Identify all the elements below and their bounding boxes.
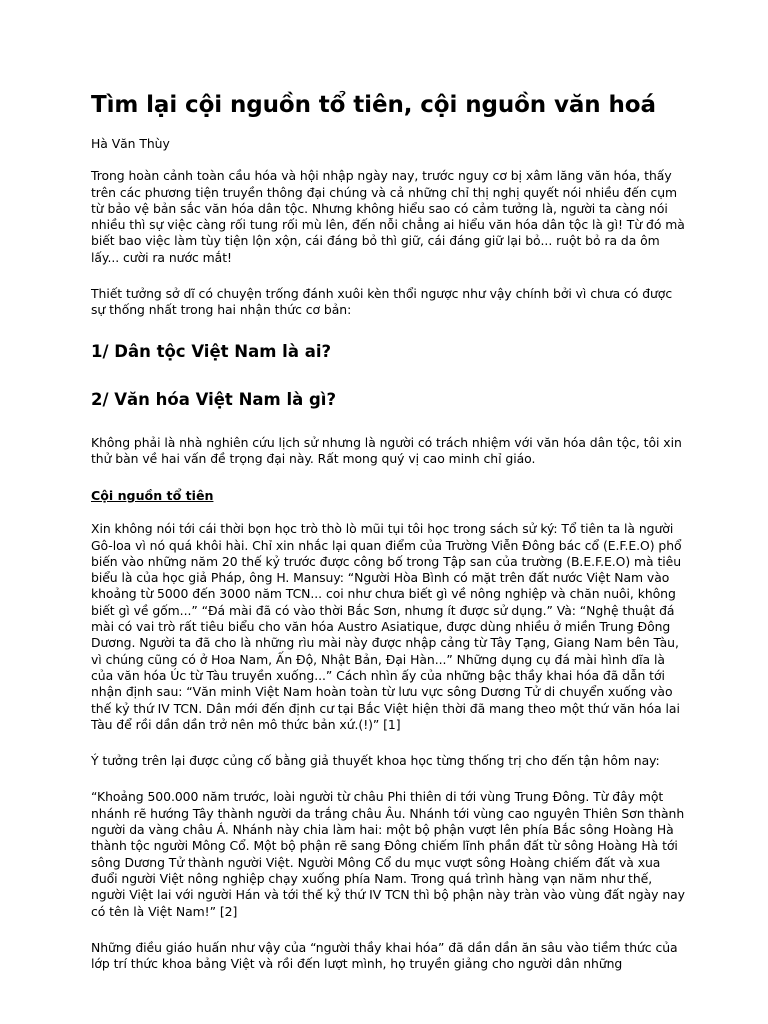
paragraph: Thiết tưởng sở dĩ có chuyện trống đánh xuôi kèn thổi ngược như vậy chính bởi vì chưa có được sự thống nhất trong hai nhận thức cơ bản: [91,286,673,318]
question-heading-1: 1/ Dân tộc Việt Nam là ai? [91,341,332,361]
paragraph: Ý tưởng trên lại được củng cố bằng giả thuyết khoa học từng thống trị cho đến tận hôm nay: [91,753,660,769]
document-page [91,88,687,992]
question-heading-2: 2/ Văn hóa Việt Nam là gì? [91,389,337,409]
paragraph: Không phải là nhà nghiên cứu lịch sử nhưng là người có trách nhiệm với văn hóa dân tộc, tôi xin thử bàn về hai vấn đề trọng đại này. Rất mong quý vị cao minh chỉ giáo. [91,434,682,466]
section-heading: Cội nguồn tổ tiên [91,488,214,504]
paragraph: Những điều giáo huấn như vậy của “người thầy khai hóa” đã dần dần ăn sâu vào tiềm thức của lớp trí thức khoa bảng Việt và rồi đến lượt mình, họ truyền giảng cho người dân những [91,939,678,972]
paragraph: “Khoảng 500.000 năm trước, loài người từ châu Phi thiên di tới vùng Trung Đông. Từ đây một nhánh rẽ hướng Tây thành người da trắng châu Âu. Nhánh tới vùng cao nguyên Thiên Sơn thành người da vàng châu Á. Nhánh này chia làm hai: một bộ phận vượt lên phía Bắc sông Hoàng Hà thành tộc người Mông Cổ. Một bộ phận rẽ sang Đông chiếm lĩnh phần đất từ sông Hoàng Hà tới sông Dương Tử thành người Việt. Người Mông Cổ du mục vượt sông Hoàng chiếm đất và xua đuổi người Việt nông nghiệp chạy xuống phía Nam. Trong quá trình hàng vạn năm như thế, người Việt lai với người Hán và tới thế kỷ thứ IV TCN thì bộ phận này tràn vào vùng đất ngày nay có tên là Việt Nam!” [2] [91,789,685,919]
document-title: Tìm lại cội nguồn tổ tiên, cội nguồn văn hoá [91,92,656,118]
paragraph: Xin không nói tới cái thời bọn học trò thò lò mũi tụi tôi học trong sách sử ký: Tổ tiên ta là người Gô-loa vì nó quá khôi hài. Chỉ xin nhắc lại quan điểm của Trường Viễn Đông bác cổ (E.F.E.O) phổ biến vào những năm 20 thế kỷ trước được công bố trong Tập san của trường (B.E.F.E.O) mà tiêu biểu là của học giả Pháp, ông H. Mansuy: “Người Hòa Bình có mặt trên đất nước Việt Nam vào khoảng từ 5000 đến 3000 năm TCN... coi như chưa biết gì về nông nghiệp và chăn nuôi, không biết gì về gốm...” “Đá mài đã có vào thời Bắc Sơn, nhưng ít được sử dụng.” Và: “Nghệ thuật đá mài có vai trò rất tiêu biểu cho văn hóa Austro Asiatique, được dùng nhiều ở miền Trung Đông Dương. Người ta đã cho là những rìu mài này được nhập cảng từ Tây Tạng, Giang Nam bên Tàu, vì chúng cũng có ở Hoa Nam, Ấn Độ, Nhật Bản, Đại Hàn...” Những dụng cụ đá mài hình dĩa là của văn hóa Úc từ Tàu truyền xuống...” Cách nhìn ấy của những bậc thầy khai hóa đã dẫn tới nhận định sau: “Văn minh Việt Nam hoàn toàn từ lưu vực sông Dương Tử di chuyển xuống vào thế kỷ thứ IV TCN. Dân mới đến định cư tại Bắc Việt hiện thời đã mang theo một thứ văn hóa lai Tàu để rồi dần dần trở nên mô thức bản xứ.(!)” [1] [91,521,682,732]
author-name: Hà Văn Thùy [91,136,170,151]
paragraph: Trong hoàn cảnh toàn cầu hóa và hội nhập ngày nay, trước nguy cơ bị xâm lăng văn hóa, thấy trên các phương tiện truyền thông đại chúng và cả những chỉ thị nghị quyết nói nhiều đến cụm từ bảo vệ bản sắc văn hóa dân tộc. Nhưng không hiểu sao có cảm tưởng là, người ta càng nói nhiều thì sự việc càng rối tung rối mù lên, đến nỗi chẳng ai hiểu văn hóa dân tộc là gì! Từ đó mà biết bao việc làm tùy tiện lộn xộn, cái đáng bỏ thì giữ, cái đáng giữ lại bỏ... ruột bỏ ra da ôm lấy... cười ra nước mắt! [91,168,685,265]
